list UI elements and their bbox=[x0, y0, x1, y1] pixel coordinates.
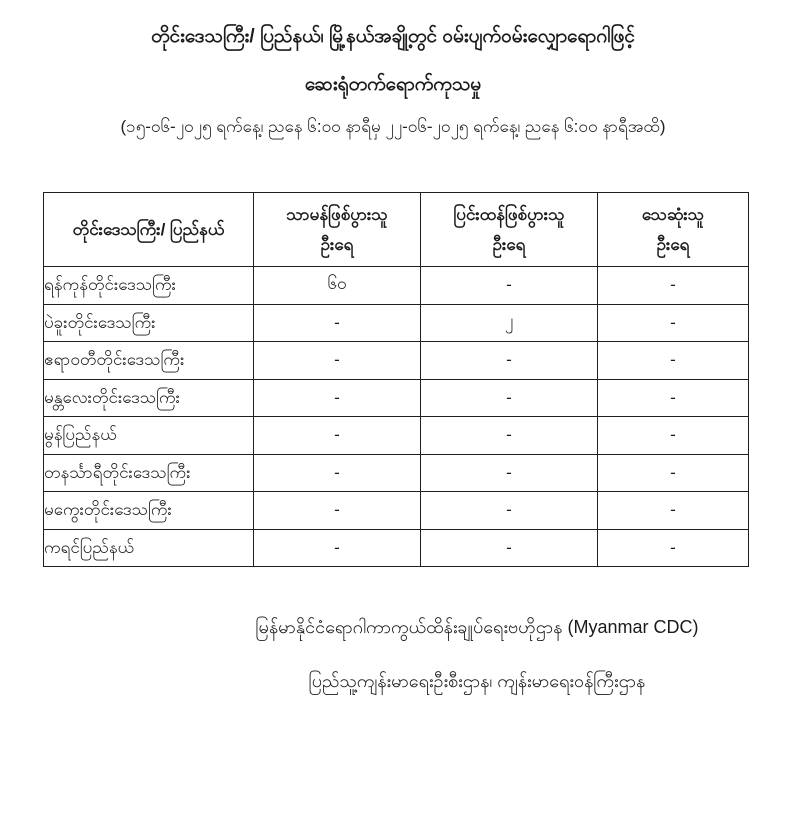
header-normal-cases-label: သာမန်ဖြစ်ပွားသူ bbox=[286, 204, 388, 224]
header-normal-cases bbox=[254, 193, 421, 267]
table-row bbox=[44, 529, 749, 567]
department-line: ပြည်သူ့ကျန်းမာရေးဦးစီးဌာန၊ ကျန်းမာရေးဝန်ကြီးဌာန bbox=[308, 671, 646, 691]
header-region: တိုင်းဒေသကြီး/ ပြည်နယ် bbox=[44, 193, 254, 267]
region-cell: ဧရာဝတီတိုင်းဒေသကြီး bbox=[44, 342, 254, 380]
table-header-row bbox=[44, 193, 749, 267]
region-cell: မကွေးတိုင်းဒေသကြီး bbox=[44, 492, 254, 530]
severe-cases-cell: - bbox=[421, 492, 598, 530]
deaths-cell: - bbox=[598, 379, 749, 417]
region-cell: ရန်ကုန်တိုင်းဒေသကြီး bbox=[44, 267, 254, 305]
region-cell: ပဲခူးတိုင်းဒေသကြီး bbox=[44, 304, 254, 342]
table-row bbox=[44, 304, 749, 342]
table-row bbox=[44, 267, 749, 305]
table-row bbox=[44, 492, 749, 530]
severe-cases-cell: - bbox=[421, 529, 598, 567]
deaths-cell: - bbox=[598, 304, 749, 342]
table-row bbox=[44, 454, 749, 492]
severe-cases-cell: ၂ bbox=[421, 304, 598, 342]
severe-cases-cell: - bbox=[421, 267, 598, 305]
header-deaths bbox=[598, 193, 749, 267]
severe-cases-cell: - bbox=[421, 417, 598, 455]
deaths-cell: - bbox=[598, 492, 749, 530]
header-severe-cases-label: ပြင်းထန်ဖြစ်ပွားသူ bbox=[453, 204, 565, 224]
page-title-line2: ဆေးရုံတက်ရောက်ကုသမှု bbox=[304, 74, 482, 95]
region-cell: တနင်္သာရီတိုင်းဒေသကြီး bbox=[44, 454, 254, 492]
normal-cases-cell: - bbox=[254, 529, 421, 567]
severe-cases-cell: - bbox=[421, 379, 598, 417]
header-count-label: ဦးရေ bbox=[320, 234, 354, 254]
normal-cases-cell: - bbox=[254, 342, 421, 380]
severe-cases-cell: - bbox=[421, 342, 598, 380]
header-deaths-label: သေဆုံးသူ bbox=[641, 204, 705, 224]
deaths-cell: - bbox=[598, 342, 749, 380]
table-row bbox=[44, 417, 749, 455]
header-severe-cases bbox=[421, 193, 598, 267]
normal-cases-cell: - bbox=[254, 417, 421, 455]
deaths-cell: - bbox=[598, 529, 749, 567]
source-org-line: မြန်မာနိုင်ငံရောဂါကာကွယ်ထိန်းချုပ်ရေးဗဟိုဌာန (Myanmar CDC) bbox=[255, 617, 699, 637]
deaths-cell: - bbox=[598, 417, 749, 455]
table-row bbox=[44, 379, 749, 417]
normal-cases-cell: - bbox=[254, 454, 421, 492]
normal-cases-cell: - bbox=[254, 304, 421, 342]
region-cases-table bbox=[43, 192, 749, 567]
region-cell: ကရင်ပြည်နယ် bbox=[44, 529, 254, 567]
normal-cases-cell: - bbox=[254, 379, 421, 417]
region-cell: မန္တလေးတိုင်းဒေသကြီး bbox=[44, 379, 254, 417]
normal-cases-cell: - bbox=[254, 492, 421, 530]
normal-cases-cell: ၆၀ bbox=[254, 267, 421, 305]
deaths-cell: - bbox=[598, 267, 749, 305]
table-row bbox=[44, 342, 749, 380]
severe-cases-cell: - bbox=[421, 454, 598, 492]
header-count-label: ဦးရေ bbox=[492, 234, 526, 254]
report-date-range: (၁၅-၀၆-၂၀၂၅ ရက်နေ့၊ ညနေ ၆:၀၀ နာရီမှ ၂၂-၀၆-၂၀၂၅ ရက်နေ့၊ ညနေ ၆:၀၀ နာရီအထိ) bbox=[120, 117, 666, 136]
region-cell: မွန်ပြည်နယ် bbox=[44, 417, 254, 455]
header-count-label: ဦးရေ bbox=[656, 234, 690, 254]
page-title-line1: တိုင်းဒေသကြီး/ ပြည်နယ်၊ မြို့နယ်အချို့တွင် ဝမ်းပျက်ဝမ်းလျှောရောဂါဖြင့် bbox=[151, 26, 635, 47]
deaths-cell: - bbox=[598, 454, 749, 492]
